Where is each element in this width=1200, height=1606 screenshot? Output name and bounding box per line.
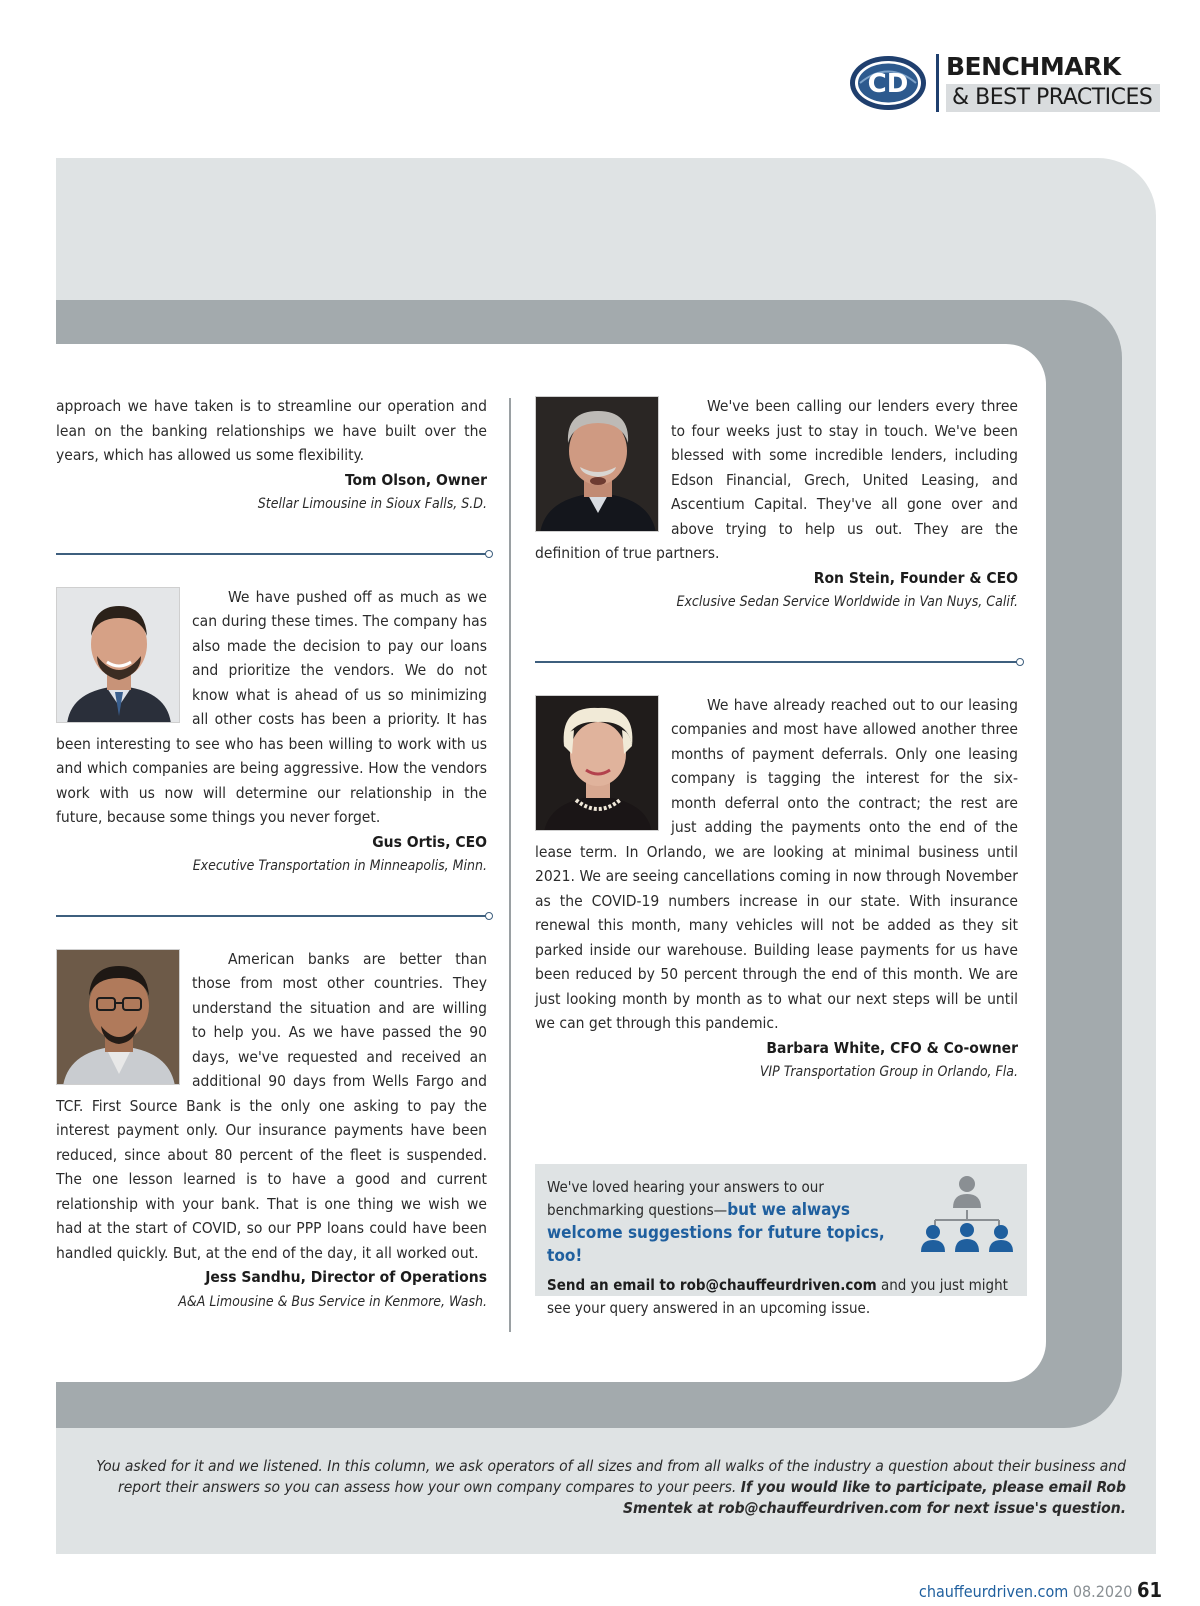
respondent-name: Jess Sandhu, Director of Operations: [205, 1268, 487, 1286]
response-gus-ortis: [56, 585, 487, 879]
respondent-company: Exclusive Sedan Service Worldwide in Van Nuys, Calif.: [676, 594, 1018, 610]
respondent-company: A&A Limousine & Bus Service in Kenmore, Wash.: [178, 1293, 487, 1310]
callout-accent: but we always welcome suggestions for future topics, too!: [547, 1200, 885, 1266]
issue-date: 08.2020: [1068, 1582, 1137, 1601]
response-text: We've been calling our lenders every three to four weeks just to stay in touch. We've been blessed with some incredible lenders, including Edson Financial, Grech, United Leasing, and Ascentium Capital. They've all gone over and above trying to help us out. They are the definition of true partners.: [535, 397, 1018, 562]
response-jess-sandhu: [56, 947, 487, 1315]
respondent-name: Ron Stein, Founder & CEO: [813, 568, 1018, 587]
page-number: 61: [1136, 1578, 1162, 1602]
intro-text: You asked for it and we listened. In this column, we ask operators of all sizes and from all walks of the industry a question about their business and report their answers so you can assess how your own company compares to your peers.: [96, 1457, 1126, 1496]
left-column: [56, 394, 487, 1314]
section-subtitle: & BEST PRACTICES: [946, 84, 1160, 112]
callout-text: [547, 1176, 917, 1268]
section-separator: [56, 553, 487, 555]
headshot-ron-stein: [535, 396, 659, 532]
response-text: approach we have taken is to streamline our operation and lean on the banking relationships we have built over the years, which has allowed us some flexibility.: [56, 397, 487, 464]
response-text: American banks are better than those from most other countries. They understand the situation and are willing to help you. As we have passed the 90 days, we've requested and received an additional 90 days from Wells Fargo and TCF. First Source Bank is the only one asking to pay the interest payment only. Our insurance payments have been reduced, since about 80 percent of the fleet is suspended. The one lesson learned is to have a good and current relationship with your bank. That is one thing we wish we had at the start of COVID, so our PPP loans could have been handled quickly. But, at the end of the day, it all worked out.: [56, 949, 487, 1262]
callout-email-line: [547, 1274, 1015, 1320]
headshot-gus-ortis: [56, 587, 180, 723]
section-separator: [56, 915, 487, 917]
site-name: chauffeurdriven.com: [918, 1582, 1069, 1601]
people-network-icon: [919, 1172, 1015, 1256]
callout-lead: We've loved hearing your answers to our benchmarking questions—: [547, 1178, 824, 1219]
respondent-company: Stellar Limousine in Sioux Falls, S.D.: [257, 496, 487, 512]
column-divider: [509, 398, 511, 1332]
callout-email[interactable]: Send an email to rob@chauffeurdriven.com: [547, 1276, 877, 1294]
masthead-divider: [936, 54, 939, 112]
suggestion-callout: [535, 1164, 1027, 1317]
headshot-jess-sandhu: [56, 949, 180, 1085]
respondent-company: Executive Transportation in Minneapolis, Minn.: [192, 858, 487, 874]
respondent-name: Barbara White, CFO & Co-owner: [766, 1038, 1018, 1057]
headshot-barbara-white: [535, 695, 659, 831]
respondent-company: VIP Transportation Group in Orlando, Fla.: [759, 1064, 1018, 1080]
cd-logo-icon: [848, 54, 928, 112]
section-separator: [535, 661, 1018, 663]
section-title: BENCHMARK: [946, 52, 1121, 81]
response-tom-olson: [56, 394, 487, 517]
response-text: We have already reached out to our leasing companies and most have allowed another three months of payment deferrals. Only one leasing company is tagging the interest for the six-month deferral onto the contract; the rest are just adding the payments onto the end of the lease term. In Orlando, we are looking at minimal business until 2021. We are seeing cancellations coming in now through November as the COVID-19 numbers increase in our state. With insurance renewal this month, many vehicles will not be added as they sit parked inside our warehouse. Building lease payments for us have been reduced by 50 percent through the end of this month. We are just looking month by month as to what our next steps will be until we can get through this pandemic.: [535, 695, 1018, 1032]
masthead: [848, 50, 1160, 116]
intro-call-to-action: If you would like to participate, please email Rob Smentek at rob@chauffeurdriven.com for next issue's question.: [623, 1478, 1126, 1517]
respondent-name: Gus Ortis, CEO: [372, 832, 487, 851]
respondent-name: Tom Olson, Owner: [344, 470, 487, 489]
response-text: We have pushed off as much as we can during these times. The company has also made the decision to pay our loans and prioritize the vendors. We do not know what is ahead of us so minimizing all other costs has been a priority. It has been interesting to see who has been willing to work with us and which companies are being aggressive. How the vendors work with us now will determine our relationship in the future, because some things you never forget.: [56, 587, 487, 826]
page-folio: [919, 1578, 1162, 1602]
response-ron-stein: [535, 394, 1018, 615]
response-barbara-white: [535, 693, 1018, 1085]
callout-email-tail: and you just might see your query answered in an upcoming issue.: [547, 1276, 1008, 1317]
right-column: [535, 394, 1018, 1085]
svg-text:CD: CD: [867, 69, 909, 99]
column-intro-note: [96, 1456, 1126, 1519]
